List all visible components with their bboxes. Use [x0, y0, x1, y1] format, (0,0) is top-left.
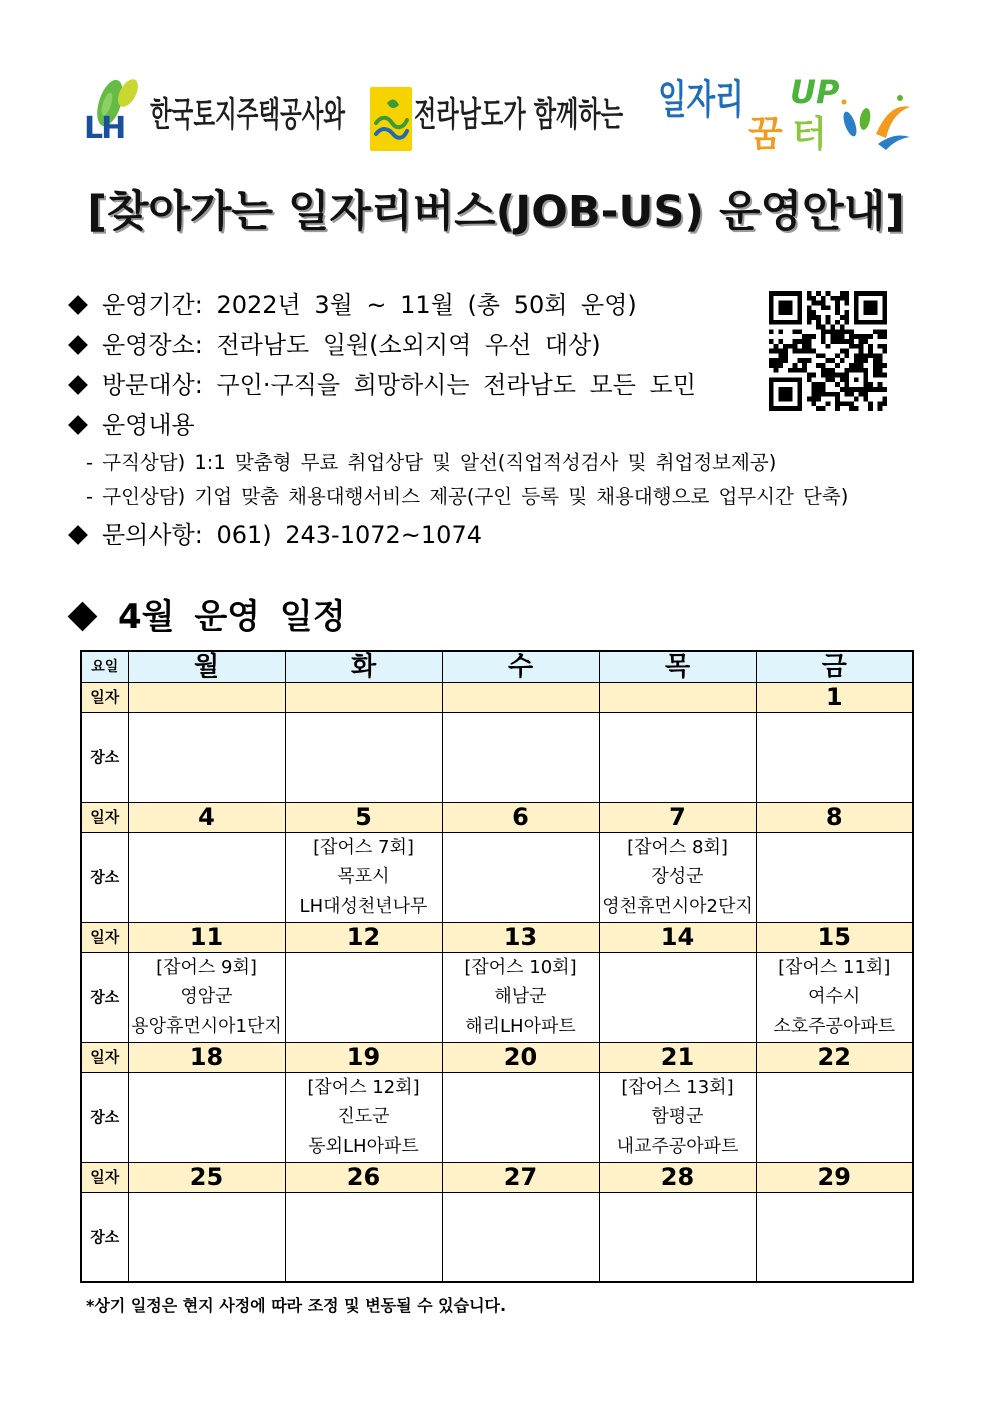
date-cell-fri: 1 [756, 682, 913, 712]
weekday-mon: 월 [128, 651, 285, 682]
qr-code [769, 291, 887, 411]
diamond-bullet-icon [68, 415, 88, 435]
date-row [81, 922, 913, 952]
date-cell-mon: 4 [128, 802, 285, 832]
brand-splash-icon [836, 88, 914, 152]
date-cell-fri: 15 [756, 922, 913, 952]
place-cell-mon [128, 712, 285, 802]
place-city: 장성군 [651, 866, 704, 888]
place-city: 함평군 [651, 1106, 704, 1128]
place-site: 소호주공아파트 [773, 1015, 896, 1037]
info-location: 운영장소: 전라남도 일원(소외지역 우선 대상) [102, 331, 601, 359]
place-row [81, 1192, 913, 1282]
date-cell-mon: 11 [128, 922, 285, 952]
place-cell-mon [128, 952, 285, 1042]
weekday-fri: 금 [756, 651, 913, 682]
place-site: 내교주공아파트 [616, 1135, 739, 1157]
place-session: [잡어스 8회] [627, 836, 728, 858]
place-row-label: 장소 [81, 952, 128, 1042]
weekday-wed: 수 [442, 651, 599, 682]
date-cell-wed: 20 [442, 1042, 599, 1072]
date-cell-fri: 22 [756, 1042, 913, 1072]
info-period: 운영기간: 2022년 3월 ~ 11월 (총 50회 운영) [102, 291, 637, 319]
date-cell-thu: 21 [599, 1042, 756, 1072]
diamond-bullet-icon [68, 335, 88, 355]
place-city: 영암군 [180, 986, 233, 1008]
date-row [81, 1042, 913, 1072]
place-site: 용앙휴먼시아1단지 [131, 1015, 282, 1037]
qr-code-modules [769, 291, 887, 411]
date-cell-tue: 19 [285, 1042, 442, 1072]
weekday-header-row [81, 651, 913, 682]
place-site: LH대성천년나무 [299, 895, 428, 917]
place-cell-wed [442, 1072, 599, 1162]
place-cell-tue [285, 712, 442, 802]
date-row-label: 일자 [81, 682, 128, 712]
place-site: 해리LH아파트 [465, 1015, 576, 1037]
diamond-bullet-icon [68, 295, 88, 315]
info-contents-heading: 운영내용 [102, 411, 195, 439]
date-row-label: 일자 [81, 922, 128, 952]
date-cell-wed: 13 [442, 922, 599, 952]
date-cell-tue: 12 [285, 922, 442, 952]
partner-jeonnam-text: 전라남도가 함께하는 [414, 95, 624, 135]
place-cell-mon [128, 1072, 285, 1162]
place-session: [잡어스 10회] [464, 956, 577, 978]
date-cell-wed: 6 [442, 802, 599, 832]
place-cell-tue [285, 1072, 442, 1162]
place-cell-wed [442, 952, 599, 1042]
footnote: *상기 일정은 현지 사정에 따라 조정 및 변동될 수 있습니다. [86, 1296, 507, 1315]
place-city: 진도군 [337, 1106, 390, 1128]
date-cell-thu: 28 [599, 1162, 756, 1192]
date-cell-tue: 26 [285, 1162, 442, 1192]
date-cell-thu: 14 [599, 922, 756, 952]
place-cell-thu [599, 832, 756, 922]
jeonnam-logo-icon [370, 87, 412, 151]
date-cell-thu [599, 682, 756, 712]
brand-logo-kkum: 꿈 [748, 114, 783, 155]
place-city: 해남군 [494, 986, 547, 1008]
weekday-thu: 목 [599, 651, 756, 682]
date-row [81, 682, 913, 712]
date-row-label: 일자 [81, 802, 128, 832]
place-site: 동외LH아파트 [308, 1135, 419, 1157]
date-row-label: 일자 [81, 1042, 128, 1072]
place-cell-fri [756, 952, 913, 1042]
place-session: [잡어스 12회] [307, 1076, 420, 1098]
brand-logo-teo: 터 [792, 114, 827, 155]
place-row [81, 832, 913, 922]
place-cell-tue [285, 1192, 442, 1282]
place-city: 여수시 [808, 986, 861, 1008]
place-cell-thu [599, 952, 756, 1042]
place-cell-wed [442, 832, 599, 922]
date-cell-fri: 29 [756, 1162, 913, 1192]
schedule-heading: 4월 운영 일정 [118, 597, 346, 637]
place-session: [잡어스 11회] [778, 956, 891, 978]
diamond-bullet-icon [68, 375, 88, 395]
date-cell-mon [128, 682, 285, 712]
place-session: [잡어스 13회] [621, 1076, 734, 1098]
partner-lh-text: 한국토지주택공사와 [150, 95, 346, 135]
date-row [81, 802, 913, 832]
diamond-bullet-icon [68, 602, 98, 632]
place-cell-fri [756, 712, 913, 802]
place-site: 영천휴먼시아2단지 [602, 895, 753, 917]
lh-logo-text: LH [84, 111, 125, 146]
place-cell-fri [756, 1192, 913, 1282]
place-row [81, 952, 913, 1042]
place-cell-tue [285, 952, 442, 1042]
date-cell-fri: 8 [756, 802, 913, 832]
place-row-label: 장소 [81, 832, 128, 922]
info-sub-jobseeker: - 구직상담) 1:1 맞춤형 무료 취업상담 및 알선(직업적성검사 및 취업정보제공) [86, 451, 777, 474]
info-audience: 방문대상: 구인·구직을 희망하시는 전라남도 모든 도민 [102, 371, 696, 399]
place-cell-thu [599, 712, 756, 802]
date-cell-wed [442, 682, 599, 712]
info-sub-employer: - 구인상담) 기업 맞춤 채용대행서비스 제공(구인 등록 및 채용대행으로 업무시간 단축) [86, 485, 849, 508]
date-cell-wed: 27 [442, 1162, 599, 1192]
place-row [81, 1072, 913, 1162]
date-cell-tue [285, 682, 442, 712]
brand-logo-word: 일자리 [658, 77, 744, 123]
weekday-header-label: 요일 [81, 651, 128, 682]
place-cell-wed [442, 1192, 599, 1282]
place-row-label: 장소 [81, 712, 128, 802]
place-row-label: 장소 [81, 1192, 128, 1282]
diamond-bullet-icon [68, 525, 88, 545]
place-cell-mon [128, 1192, 285, 1282]
info-contact: 문의사항: 061) 243-1072~1074 [102, 521, 482, 549]
place-session: [잡어스 7회] [313, 836, 414, 858]
place-row-label: 장소 [81, 1072, 128, 1162]
schedule-table [80, 650, 914, 1283]
date-cell-tue: 5 [285, 802, 442, 832]
place-cell-mon [128, 832, 285, 922]
date-cell-mon: 25 [128, 1162, 285, 1192]
place-city: 목포시 [337, 866, 390, 888]
weekday-tue: 화 [285, 651, 442, 682]
place-row [81, 712, 913, 802]
place-cell-thu [599, 1192, 756, 1282]
place-cell-wed [442, 712, 599, 802]
brand-logo-up: UP [790, 73, 840, 111]
place-cell-fri [756, 832, 913, 922]
place-cell-tue [285, 832, 442, 922]
date-cell-mon: 18 [128, 1042, 285, 1072]
date-row-label: 일자 [81, 1162, 128, 1192]
place-cell-thu [599, 1072, 756, 1162]
page-title: [찾아가는 일자리버스(JOB-US) 운영안내] [87, 187, 905, 237]
place-session: [잡어스 9회] [156, 956, 257, 978]
date-row [81, 1162, 913, 1192]
date-cell-thu: 7 [599, 802, 756, 832]
place-cell-fri [756, 1072, 913, 1162]
